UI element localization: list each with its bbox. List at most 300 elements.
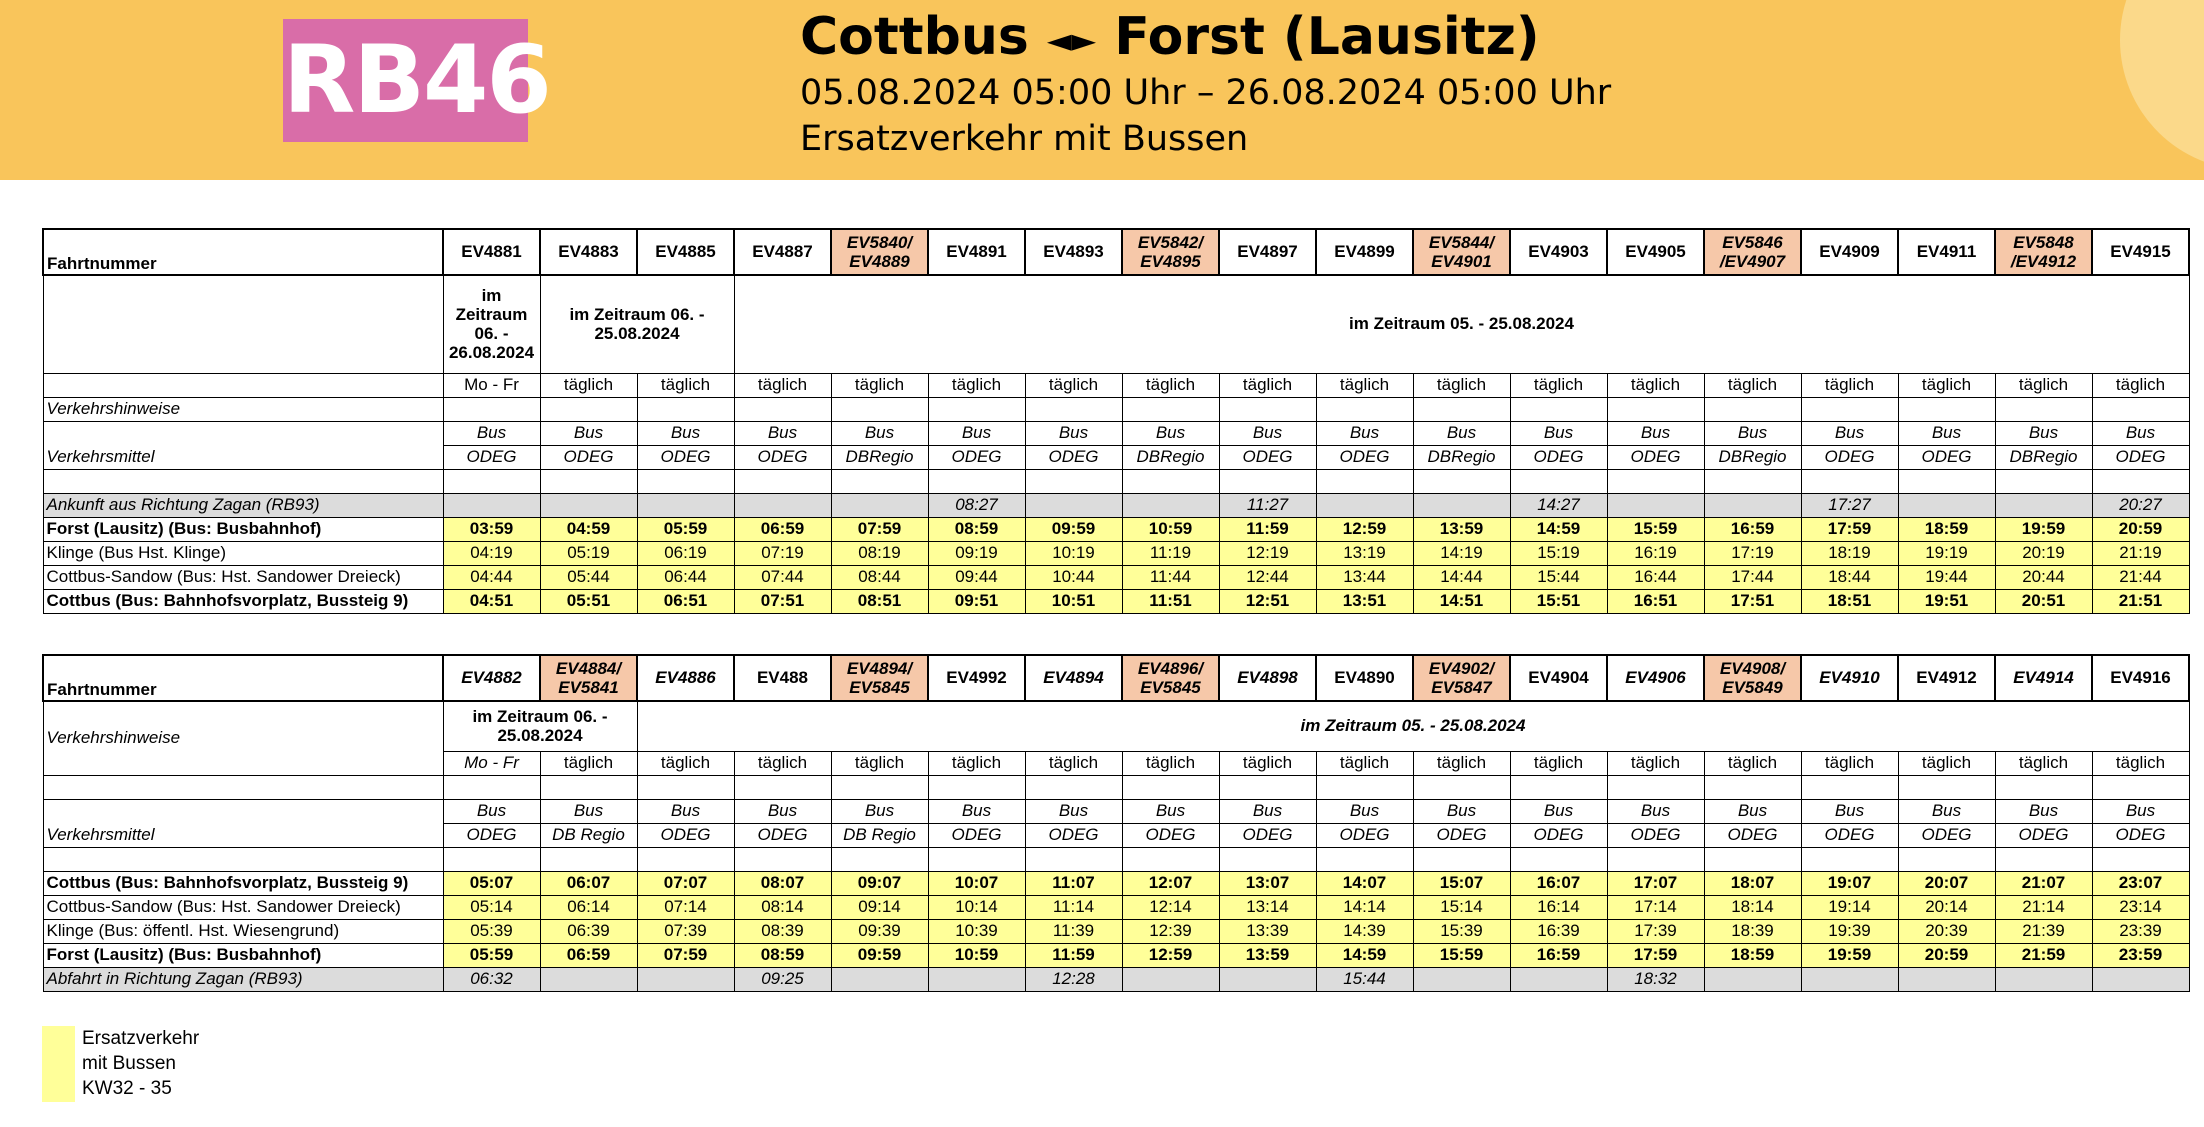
train-number: EV4992 — [928, 655, 1025, 701]
spacer-cell — [1413, 469, 1510, 493]
stop-time: 15:39 — [1413, 919, 1510, 943]
operator-cell: ODEG — [1801, 445, 1898, 469]
departure-time: 15:44 — [1316, 967, 1413, 991]
operator-cell: ODEG — [540, 445, 637, 469]
operator-cell: DBRegio — [831, 445, 928, 469]
days-cell: täglich — [1898, 751, 1995, 775]
stop-time: 18:07 — [1704, 871, 1801, 895]
legend-line-1: Ersatzverkehr — [82, 1028, 200, 1049]
stop-time: 09:39 — [831, 919, 928, 943]
operator-cell: ODEG — [1219, 445, 1316, 469]
stop-time: 17:59 — [1607, 943, 1704, 967]
hinweise-cell — [1607, 397, 1704, 421]
arrival-time — [1704, 493, 1801, 517]
validity-period: 05.08.2024 05:00 Uhr – 26.08.2024 05:00 Uhr — [800, 73, 1612, 113]
period-note: im Zeitraum 05. - 25.08.2024 — [637, 701, 2189, 751]
stop-time: 19:59 — [1995, 517, 2092, 541]
period-note: im Zeitraum 05. - 25.08.2024 — [734, 275, 2189, 373]
stop-row — [43, 895, 2189, 919]
stop-time: 07:19 — [734, 541, 831, 565]
operator-cell: ODEG — [1607, 445, 1704, 469]
spacer-cell — [1413, 775, 1510, 799]
operator-cell: ODEG — [1316, 823, 1413, 847]
stop-time: 19:51 — [1898, 589, 1995, 613]
mode-row — [43, 799, 2189, 823]
days-cell: täglich — [1898, 373, 1995, 397]
days-cell: täglich — [2092, 373, 2189, 397]
stop-time: 09:59 — [831, 943, 928, 967]
days-cell: täglich — [1025, 751, 1122, 775]
spacer-cell — [1607, 469, 1704, 493]
arrival-time — [734, 493, 831, 517]
operator-cell: ODEG — [734, 445, 831, 469]
banner-swoosh — [2120, 0, 2204, 170]
stop-time: 20:07 — [1898, 871, 1995, 895]
departure-time — [1995, 967, 2092, 991]
train-number: EV4885 — [637, 229, 734, 275]
spacer-cell — [1219, 775, 1316, 799]
stop-time: 20:51 — [1995, 589, 2092, 613]
train-number: EV5840/ EV4889 — [831, 229, 928, 275]
stop-time: 13:44 — [1316, 565, 1413, 589]
stop-time: 04:51 — [443, 589, 540, 613]
verkehrsmittel-label: Verkehrsmittel — [43, 445, 443, 469]
stop-time: 05:59 — [637, 517, 734, 541]
mode-cell: Bus — [1122, 799, 1219, 823]
spacer-cell — [928, 469, 1025, 493]
departure-time — [831, 967, 928, 991]
period-label-blank — [43, 275, 443, 373]
stop-time: 14:51 — [1413, 589, 1510, 613]
arrival-time — [637, 493, 734, 517]
stop-time: 12:51 — [1219, 589, 1316, 613]
stop-name: Klinge (Bus: öffentl. Hst. Wiesengrund) — [43, 919, 443, 943]
spacer-cell — [1704, 847, 1801, 871]
stop-time: 04:44 — [443, 565, 540, 589]
spacer-cell — [2092, 775, 2189, 799]
train-number: EV5842/ EV4895 — [1122, 229, 1219, 275]
departure-time: 18:32 — [1607, 967, 1704, 991]
stop-row — [43, 517, 2189, 541]
operator-cell: ODEG — [928, 823, 1025, 847]
spacer-cell — [443, 847, 540, 871]
spacer-cell — [637, 847, 734, 871]
mode-cell: Bus — [1704, 799, 1801, 823]
stop-time: 04:19 — [443, 541, 540, 565]
mode-cell: Bus — [1898, 799, 1995, 823]
arrival-time — [540, 493, 637, 517]
arrival-time: 17:27 — [1801, 493, 1898, 517]
spacer-cell — [540, 469, 637, 493]
train-number: EV4911 — [1898, 229, 1995, 275]
mode-cell: Bus — [734, 421, 831, 445]
stop-time: 10:59 — [1122, 517, 1219, 541]
stop-time: 13:51 — [1316, 589, 1413, 613]
arrival-time — [1122, 493, 1219, 517]
spacer-cell — [831, 847, 928, 871]
stop-time: 08:44 — [831, 565, 928, 589]
legend-line-2: mit Bussen — [82, 1053, 176, 1074]
arrival-time — [1413, 493, 1510, 517]
stop-time: 11:14 — [1025, 895, 1122, 919]
days-cell: täglich — [1995, 751, 2092, 775]
arrival-row — [43, 493, 2189, 517]
arrival-time: 14:27 — [1510, 493, 1607, 517]
days-cell: täglich — [1801, 373, 1898, 397]
departure-row — [43, 967, 2189, 991]
stop-time: 06:44 — [637, 565, 734, 589]
mode-cell: Bus — [1801, 421, 1898, 445]
stop-time: 11:44 — [1122, 565, 1219, 589]
spacer-cell — [43, 775, 443, 799]
stop-time: 08:14 — [734, 895, 831, 919]
arrival-time — [1607, 493, 1704, 517]
stop-time: 21:07 — [1995, 871, 2092, 895]
stop-time: 15:19 — [1510, 541, 1607, 565]
stop-time: 20:44 — [1995, 565, 2092, 589]
stop-time: 14:59 — [1316, 943, 1413, 967]
stop-time: 15:14 — [1413, 895, 1510, 919]
operator-cell: DBRegio — [1122, 445, 1219, 469]
verkehrsmittel-label-top — [43, 421, 443, 445]
period-note: im Zeitraum 06. - 26.08.2024 — [443, 275, 540, 373]
departure-time — [1704, 967, 1801, 991]
stop-time: 08:19 — [831, 541, 928, 565]
stop-time: 19:14 — [1801, 895, 1898, 919]
stop-time: 17:19 — [1704, 541, 1801, 565]
operator-cell: ODEG — [1801, 823, 1898, 847]
stop-time: 15:44 — [1510, 565, 1607, 589]
stop-time: 20:59 — [1898, 943, 1995, 967]
spacer-cell — [1316, 847, 1413, 871]
departure-time — [1801, 967, 1898, 991]
period-row — [43, 275, 2189, 373]
days-cell: täglich — [1316, 751, 1413, 775]
operator-cell: ODEG — [1413, 823, 1510, 847]
stop-time: 13:07 — [1219, 871, 1316, 895]
days-cell: täglich — [928, 751, 1025, 775]
spacer-cell — [1898, 469, 1995, 493]
stop-time: 18:59 — [1898, 517, 1995, 541]
train-number: EV4914 — [1995, 655, 2092, 701]
stop-time: 20:59 — [2092, 517, 2189, 541]
stop-time: 14:14 — [1316, 895, 1413, 919]
operator-cell: ODEG — [1122, 823, 1219, 847]
arrival-time: 20:27 — [2092, 493, 2189, 517]
stop-name: Cottbus (Bus: Bahnhofsvorplatz, Bussteig 9) — [43, 589, 443, 613]
operator-cell: ODEG — [443, 823, 540, 847]
train-number: EV4904 — [1510, 655, 1607, 701]
stop-time: 08:59 — [734, 943, 831, 967]
arrival-label: Ankunft aus Richtung Zagan (RB93) — [43, 493, 443, 517]
days-cell: täglich — [540, 751, 637, 775]
stop-time: 07:51 — [734, 589, 831, 613]
fahrtnummer-label: Fahrtnummer — [43, 655, 443, 701]
stop-time: 21:39 — [1995, 919, 2092, 943]
mode-cell: Bus — [1704, 421, 1801, 445]
operator-cell: DB Regio — [831, 823, 928, 847]
hinweise-cell — [734, 397, 831, 421]
stop-time: 14:59 — [1510, 517, 1607, 541]
stop-time: 10:44 — [1025, 565, 1122, 589]
departure-time: 06:32 — [443, 967, 540, 991]
operator-cell: ODEG — [1607, 823, 1704, 847]
operator-cell: ODEG — [1510, 823, 1607, 847]
stop-name: Cottbus-Sandow (Bus: Hst. Sandower Dreieck) — [43, 565, 443, 589]
stop-time: 21:19 — [2092, 541, 2189, 565]
mode-cell: Bus — [2092, 799, 2189, 823]
stop-time: 14:07 — [1316, 871, 1413, 895]
departure-time — [637, 967, 734, 991]
hinweise-cell — [1510, 397, 1607, 421]
stop-time: 12:44 — [1219, 565, 1316, 589]
spacer-cell — [1898, 775, 1995, 799]
stop-time: 21:14 — [1995, 895, 2092, 919]
period-note: im Zeitraum 06. - 25.08.2024 — [540, 275, 734, 373]
stop-time: 07:59 — [831, 517, 928, 541]
stop-time: 19:59 — [1801, 943, 1898, 967]
train-number: EV5848 /EV4912 — [1995, 229, 2092, 275]
stop-time: 13:59 — [1413, 517, 1510, 541]
stop-time: 17:44 — [1704, 565, 1801, 589]
stop-time: 18:44 — [1801, 565, 1898, 589]
spacer-cell — [540, 847, 637, 871]
departure-time — [1219, 967, 1316, 991]
operator-cell: DBRegio — [1413, 445, 1510, 469]
train-number: EV5846 /EV4907 — [1704, 229, 1801, 275]
days-cell: täglich — [734, 751, 831, 775]
hinweise-cell — [1219, 397, 1316, 421]
stop-time: 12:59 — [1122, 943, 1219, 967]
stop-time: 08:51 — [831, 589, 928, 613]
stop-row — [43, 919, 2189, 943]
spacer-cell — [443, 775, 540, 799]
stop-time: 06:19 — [637, 541, 734, 565]
verkehrshinweise-label: Verkehrshinweise — [43, 397, 443, 421]
stop-time: 08:39 — [734, 919, 831, 943]
departure-time — [1510, 967, 1607, 991]
stop-time: 15:59 — [1413, 943, 1510, 967]
spacer-cell — [1025, 775, 1122, 799]
stop-time: 19:19 — [1898, 541, 1995, 565]
spacer-cell — [1122, 469, 1219, 493]
stop-time: 17:39 — [1607, 919, 1704, 943]
operator-cell: ODEG — [1995, 823, 2092, 847]
days-cell: täglich — [1995, 373, 2092, 397]
stop-time: 19:07 — [1801, 871, 1898, 895]
mode-cell: Bus — [1607, 799, 1704, 823]
departure-time — [2092, 967, 2189, 991]
stop-row — [43, 943, 2189, 967]
hinweise-cell — [1995, 397, 2092, 421]
arrival-time — [1995, 493, 2092, 517]
days-cell: täglich — [637, 751, 734, 775]
stop-time: 16:59 — [1704, 517, 1801, 541]
timetable-cottbus-forst — [42, 654, 2190, 992]
spacer-row — [43, 469, 2189, 493]
stop-time: 18:14 — [1704, 895, 1801, 919]
hinweise-cell — [1316, 397, 1413, 421]
mode-cell: Bus — [2092, 421, 2189, 445]
mode-cell: Bus — [1025, 421, 1122, 445]
stop-time: 13:14 — [1219, 895, 1316, 919]
stop-time: 20:39 — [1898, 919, 1995, 943]
operator-cell: ODEG — [1025, 445, 1122, 469]
departure-time — [1122, 967, 1219, 991]
operator-cell: ODEG — [1898, 823, 1995, 847]
train-number: EV4887 — [734, 229, 831, 275]
spacer-cell — [1122, 847, 1219, 871]
days-cell: täglich — [1025, 373, 1122, 397]
spacer-row — [43, 847, 2189, 871]
hinweise-cell — [1025, 397, 1122, 421]
spacer-cell — [1995, 775, 2092, 799]
spacer-cell — [2092, 847, 2189, 871]
stop-time: 18:39 — [1704, 919, 1801, 943]
spacer-cell — [1413, 847, 1510, 871]
stop-time: 11:59 — [1219, 517, 1316, 541]
stop-time: 05:19 — [540, 541, 637, 565]
spacer-cell — [1316, 775, 1413, 799]
legend-line-3: KW32 - 35 — [82, 1078, 172, 1099]
days-cell: täglich — [540, 373, 637, 397]
arrival-time — [1025, 493, 1122, 517]
days-label-blank — [43, 373, 443, 397]
stop-time: 07:39 — [637, 919, 734, 943]
arrival-time — [443, 493, 540, 517]
stop-time: 16:07 — [1510, 871, 1607, 895]
days-cell: täglich — [1219, 373, 1316, 397]
train-number-row — [43, 229, 2189, 275]
operator-cell: DBRegio — [1995, 445, 2092, 469]
arrival-time — [831, 493, 928, 517]
stop-time: 03:59 — [443, 517, 540, 541]
stop-name: Forst (Lausitz) (Bus: Busbahnhof) — [43, 943, 443, 967]
page-title — [800, 2, 1540, 75]
mode-cell: Bus — [637, 799, 734, 823]
train-number: EV4897 — [1219, 229, 1316, 275]
stop-time: 07:14 — [637, 895, 734, 919]
mode-cell: Bus — [1995, 799, 2092, 823]
days-cell: täglich — [1316, 373, 1413, 397]
days-cell: täglich — [928, 373, 1025, 397]
days-cell: täglich — [1413, 751, 1510, 775]
days-cell: täglich — [1122, 373, 1219, 397]
train-number: EV4910 — [1801, 655, 1898, 701]
days-cell: täglich — [1413, 373, 1510, 397]
stop-time: 09:44 — [928, 565, 1025, 589]
train-number: EV5844/ EV4901 — [1413, 229, 1510, 275]
stop-time: 07:44 — [734, 565, 831, 589]
spacer-cell — [1801, 775, 1898, 799]
spacer-cell — [1510, 847, 1607, 871]
stop-time: 17:51 — [1704, 589, 1801, 613]
spacer-cell — [637, 775, 734, 799]
mode-cell: Bus — [928, 421, 1025, 445]
stop-time: 11:19 — [1122, 541, 1219, 565]
stop-name: Klinge (Bus Hst. Klinge) — [43, 541, 443, 565]
stop-time: 06:59 — [540, 943, 637, 967]
stop-name: Cottbus-Sandow (Bus: Hst. Sandower Dreieck) — [43, 895, 443, 919]
spacer-cell — [1025, 469, 1122, 493]
stop-time: 09:07 — [831, 871, 928, 895]
operator-cell: ODEG — [637, 445, 734, 469]
train-number: EV4902/ EV5847 — [1413, 655, 1510, 701]
mode-cell: Bus — [1316, 421, 1413, 445]
stop-time: 06:14 — [540, 895, 637, 919]
stop-row — [43, 565, 2189, 589]
spacer-cell — [831, 775, 928, 799]
operator-cell: ODEG — [734, 823, 831, 847]
spacer-cell — [1607, 847, 1704, 871]
arrival-time — [1898, 493, 1995, 517]
operator-cell: ODEG — [1704, 823, 1801, 847]
train-number: EV4894/ EV5845 — [831, 655, 928, 701]
operator-cell: ODEG — [1510, 445, 1607, 469]
stop-time: 21:44 — [2092, 565, 2189, 589]
hinweise-cell — [1122, 397, 1219, 421]
spacer-cell — [637, 469, 734, 493]
legend-text — [82, 1026, 282, 1101]
stop-time: 05:44 — [540, 565, 637, 589]
stop-time: 20:19 — [1995, 541, 2092, 565]
hinweise-cell — [443, 397, 540, 421]
line-badge: RB46 — [283, 19, 528, 142]
operator-cell: ODEG — [1898, 445, 1995, 469]
stop-time: 18:19 — [1801, 541, 1898, 565]
stop-time: 04:59 — [540, 517, 637, 541]
stop-time: 08:07 — [734, 871, 831, 895]
train-number: EV4898 — [1219, 655, 1316, 701]
period-row — [43, 701, 2189, 751]
spacer-cell — [734, 775, 831, 799]
train-number: EV4884/ EV5841 — [540, 655, 637, 701]
mode-cell: Bus — [540, 421, 637, 445]
stop-time: 15:07 — [1413, 871, 1510, 895]
days-row — [43, 373, 2189, 397]
train-number: EV4916 — [2092, 655, 2189, 701]
spacer-cell — [1995, 847, 2092, 871]
stop-time: 05:39 — [443, 919, 540, 943]
spacer-cell — [1510, 775, 1607, 799]
stop-time: 07:59 — [637, 943, 734, 967]
train-number: EV4903 — [1510, 229, 1607, 275]
stop-time: 11:39 — [1025, 919, 1122, 943]
operator-cell: ODEG — [1316, 445, 1413, 469]
stop-time: 05:59 — [443, 943, 540, 967]
stop-time: 17:14 — [1607, 895, 1704, 919]
mode-cell: Bus — [1413, 421, 1510, 445]
stop-time: 23:39 — [2092, 919, 2189, 943]
days-cell: täglich — [1510, 373, 1607, 397]
stop-time: 16:39 — [1510, 919, 1607, 943]
days-cell: Mo - Fr — [443, 373, 540, 397]
days-cell: täglich — [1607, 373, 1704, 397]
stop-time: 21:59 — [1995, 943, 2092, 967]
stop-row — [43, 541, 2189, 565]
train-number: EV4890 — [1316, 655, 1413, 701]
stop-time: 10:59 — [928, 943, 1025, 967]
stop-time: 14:39 — [1316, 919, 1413, 943]
mode-cell: Bus — [734, 799, 831, 823]
mode-cell: Bus — [1219, 421, 1316, 445]
stop-row — [43, 589, 2189, 613]
spacer-cell — [1510, 469, 1607, 493]
stop-time: 19:44 — [1898, 565, 1995, 589]
stop-time: 12:19 — [1219, 541, 1316, 565]
title-from: Cottbus — [800, 7, 1029, 67]
timetable-forst-cottbus — [42, 228, 2190, 614]
